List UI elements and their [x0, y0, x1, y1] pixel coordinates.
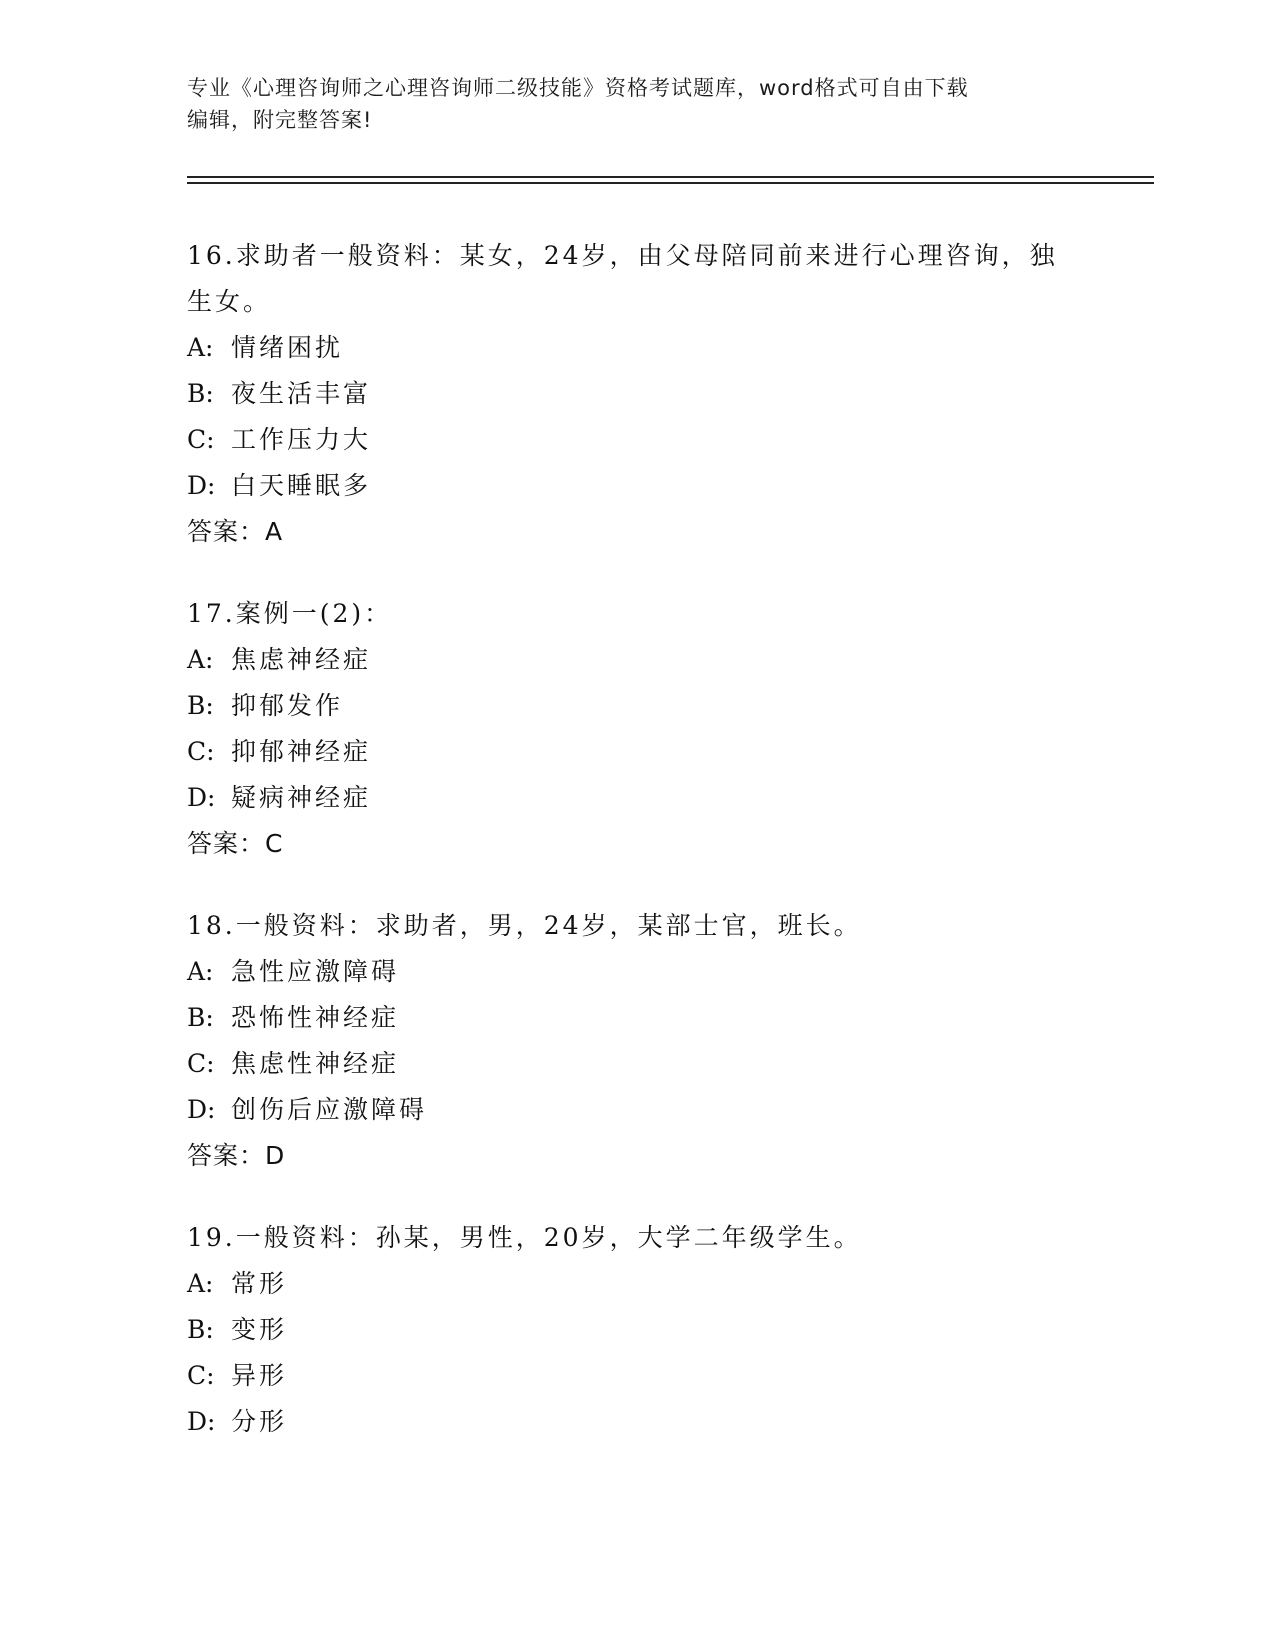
- option-a: [187, 949, 1087, 995]
- option-c: [187, 729, 1087, 775]
- option-letter: D:: [187, 471, 216, 500]
- option-text: 恐怖性神经症: [231, 1003, 400, 1032]
- option-d: [187, 775, 1087, 821]
- option-text: 变形: [231, 1315, 288, 1344]
- option-text: 白天睡眠多: [231, 471, 372, 500]
- question-stem: 16.求助者一般资料：某女，24岁，由父母陪同前来进行心理咨询，独: [187, 241, 1058, 270]
- option-letter: D:: [187, 783, 216, 812]
- option-text: 工作压力大: [231, 425, 372, 454]
- option-text: 异形: [231, 1361, 288, 1390]
- option-d: [187, 1087, 1087, 1133]
- option-letter: A:: [187, 333, 214, 362]
- option-text: 夜生活丰富: [231, 379, 372, 408]
- option-letter: D:: [187, 1095, 216, 1124]
- option-d: [187, 1399, 1087, 1445]
- option-letter: B:: [187, 379, 214, 408]
- option-a: [187, 1261, 1087, 1307]
- option-letter: B:: [187, 691, 214, 720]
- option-text: 分形: [231, 1407, 288, 1436]
- option-letter: C:: [187, 1049, 215, 1078]
- option-letter: B:: [187, 1003, 214, 1032]
- option-d: [187, 463, 1087, 509]
- answer-line: 答案：C: [187, 829, 284, 858]
- answer-line: 答案：D: [187, 1141, 286, 1170]
- option-text: 急性应激障碍: [231, 957, 400, 986]
- question-18: [187, 903, 1087, 1179]
- option-letter: A:: [187, 1269, 214, 1298]
- option-letter: C:: [187, 1361, 215, 1390]
- question-list: [187, 233, 1087, 1481]
- question-19: [187, 1215, 1087, 1445]
- answer-line: 答案：A: [187, 517, 284, 546]
- header-divider-top: [187, 176, 1154, 178]
- option-text: 焦虑性神经症: [231, 1049, 400, 1078]
- question-16: [187, 233, 1087, 555]
- header-line-1: 专业《心理咨询师之心理咨询师二级技能》资格考试题库，word格式可自由下载: [187, 76, 969, 100]
- option-text: 情绪困扰: [231, 333, 344, 362]
- option-b: [187, 371, 1087, 417]
- option-c: [187, 417, 1087, 463]
- option-letter: B:: [187, 1315, 214, 1344]
- option-letter: C:: [187, 425, 215, 454]
- question-stem-continued: 生女。: [187, 287, 272, 316]
- question-stem: 18.一般资料：求助者，男，24岁，某部士官，班长。: [187, 911, 862, 940]
- option-b: [187, 1307, 1087, 1353]
- option-text: 抑郁发作: [231, 691, 344, 720]
- option-letter: D:: [187, 1407, 216, 1436]
- option-text: 焦虑神经症: [231, 645, 372, 674]
- option-text: 疑病神经症: [231, 783, 372, 812]
- question-stem: 17.案例一(2)：: [187, 599, 393, 628]
- option-a: [187, 325, 1087, 371]
- question-stem: 19.一般资料：孙某，男性，20岁，大学二年级学生。: [187, 1223, 862, 1252]
- header-divider-bottom: [187, 182, 1154, 184]
- option-c: [187, 1041, 1087, 1087]
- header-line-2: 编辑，附完整答案!: [187, 108, 373, 132]
- option-text: 创伤后应激障碍: [231, 1095, 428, 1124]
- option-b: [187, 995, 1087, 1041]
- option-letter: C:: [187, 737, 215, 766]
- option-letter: A:: [187, 957, 214, 986]
- option-text: 常形: [231, 1269, 288, 1298]
- option-c: [187, 1353, 1087, 1399]
- document-header: [187, 72, 1067, 136]
- option-text: 抑郁神经症: [231, 737, 372, 766]
- option-b: [187, 683, 1087, 729]
- option-letter: A:: [187, 645, 214, 674]
- question-17: [187, 591, 1087, 867]
- option-a: [187, 637, 1087, 683]
